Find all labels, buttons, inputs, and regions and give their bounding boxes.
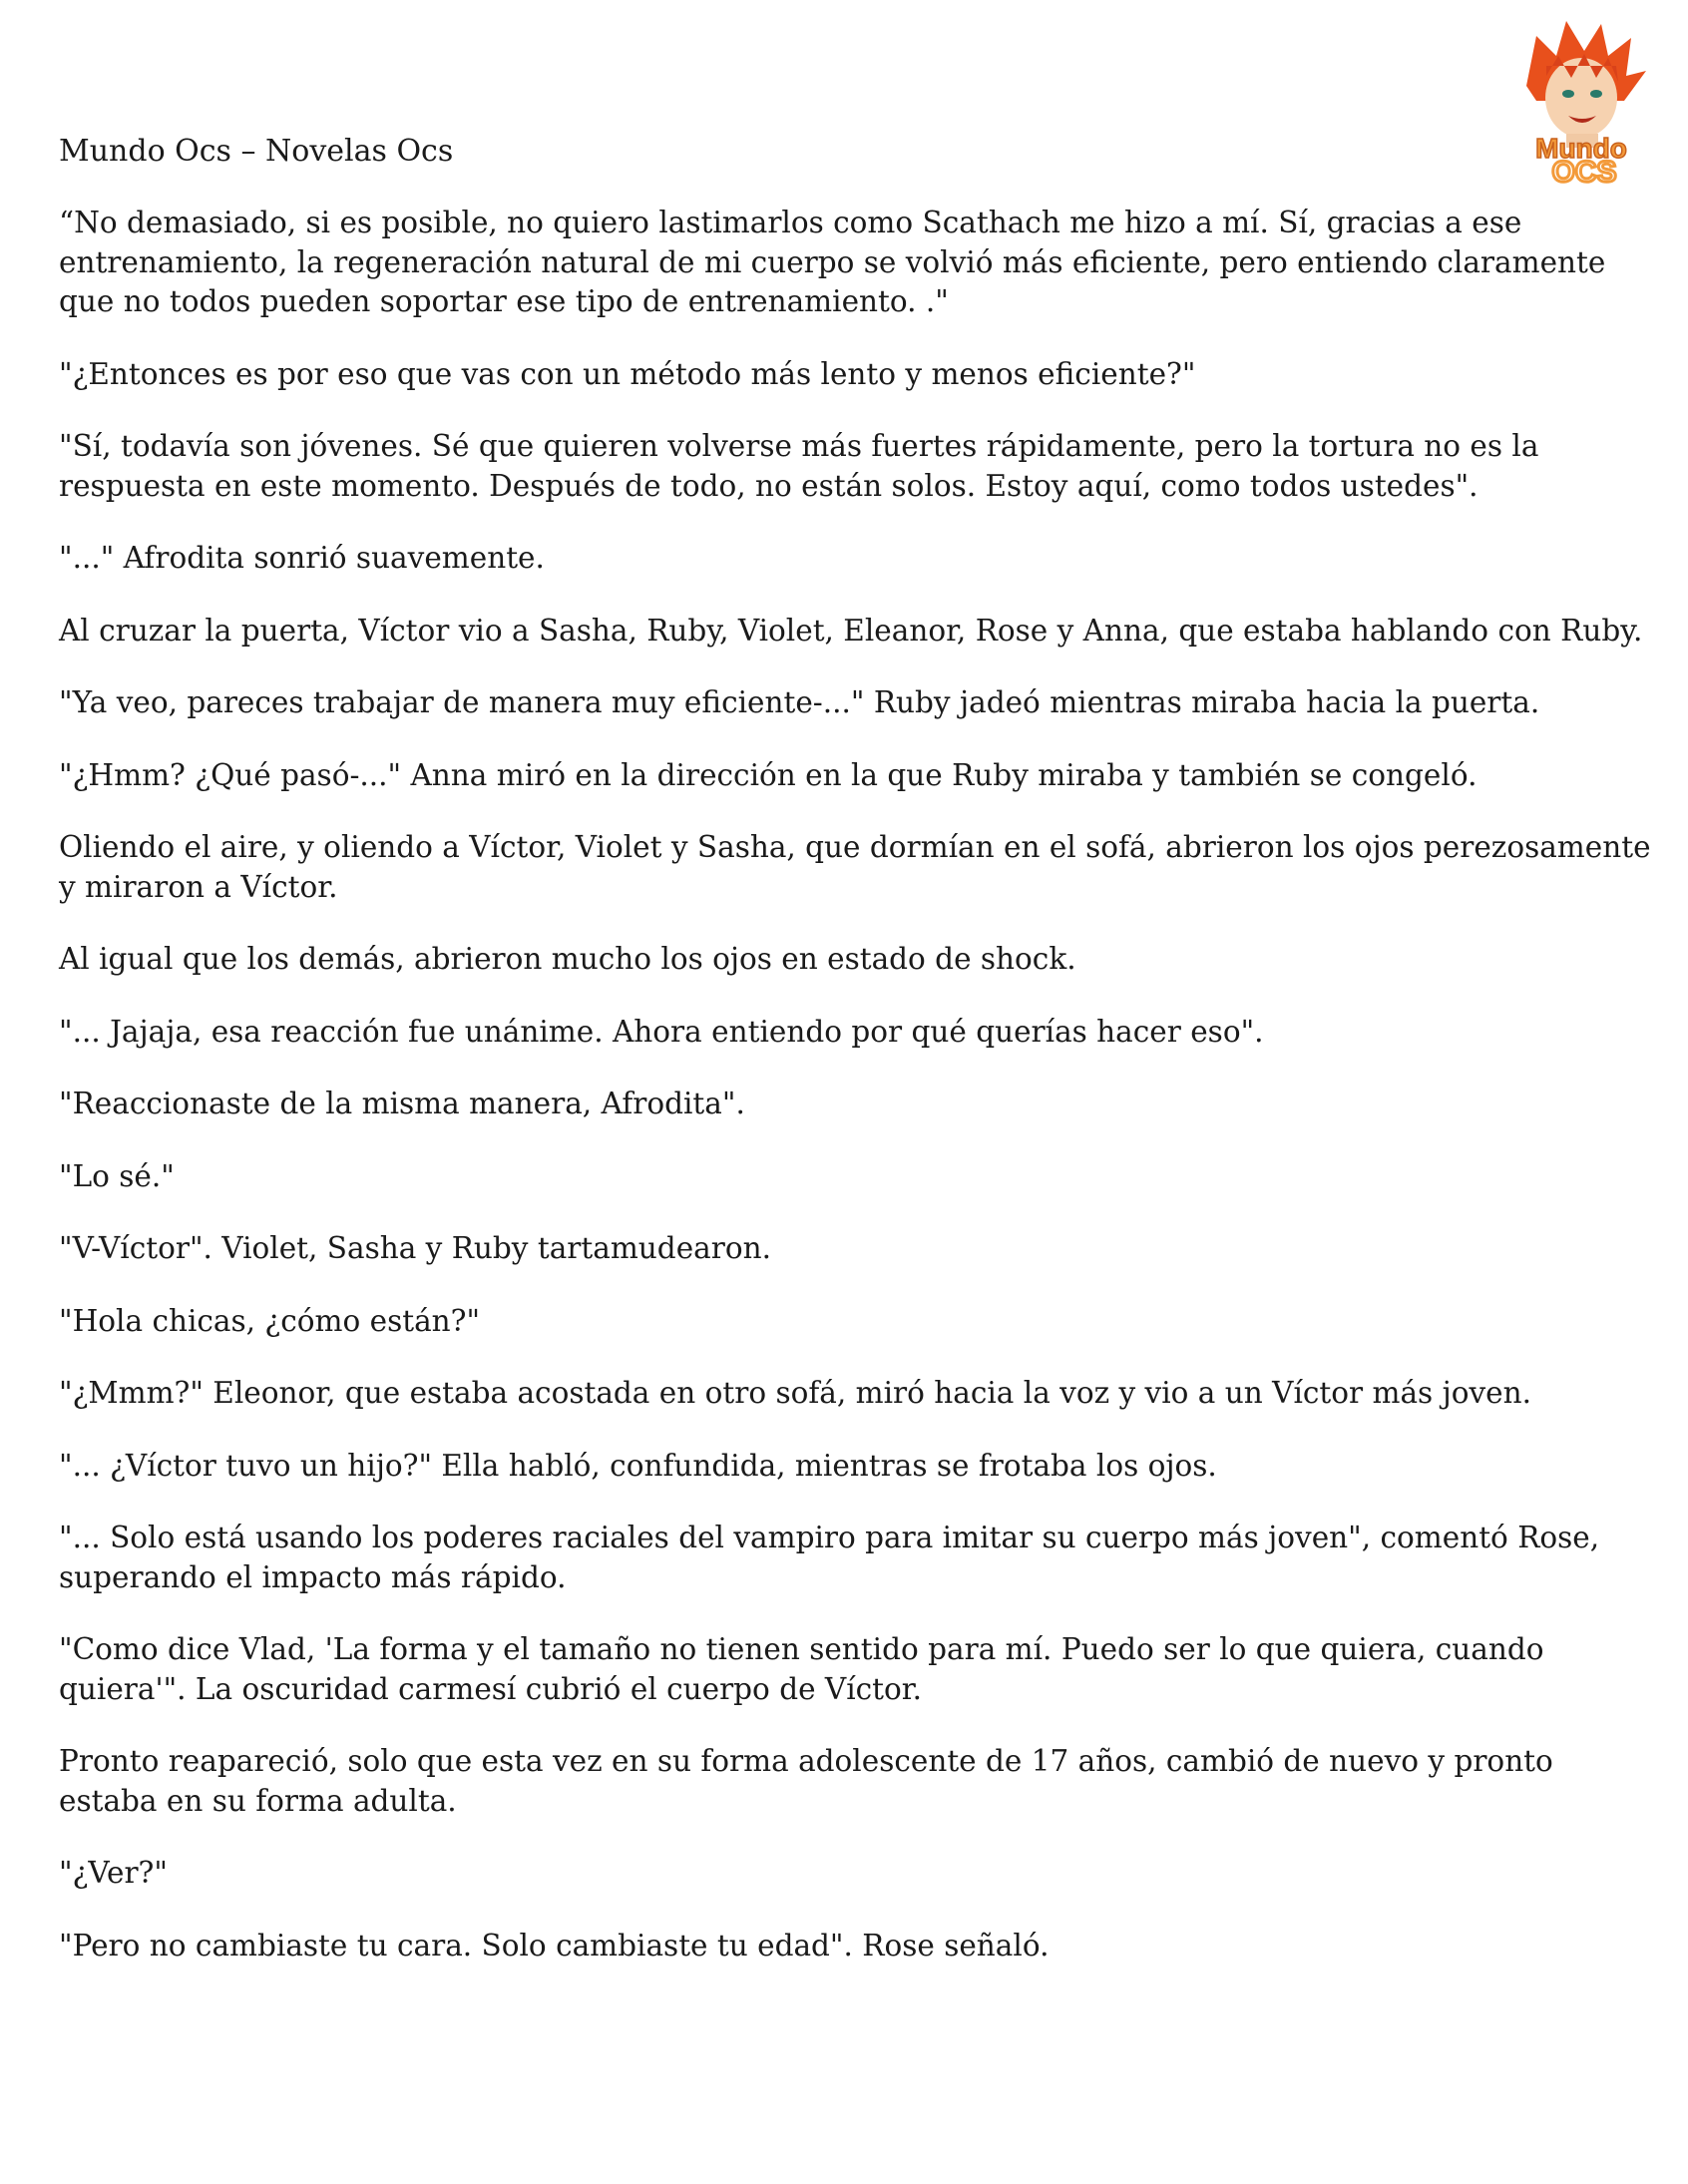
document-body <box>59 204 1655 1998</box>
paragraph: "Lo sé." <box>59 1158 175 1193</box>
paragraph: "..." Afrodita sonrió suavemente. <box>59 541 545 575</box>
mundo-ocs-logo <box>1496 16 1666 186</box>
paragraph: "¿Entonces es por eso que vas con un método más lento y menos eficiente?" <box>59 356 1196 391</box>
paragraph: "... Jajaja, esa reacción fue unánime. Ahora entiendo por qué querías hacer eso". <box>59 1014 1264 1049</box>
paragraph: "V-Víctor". Violet, Sasha y Ruby tartamudearon. <box>59 1231 771 1265</box>
paragraph: "Sí, todavía son jóvenes. Sé que quieren volverse más fuertes rápidamente, pero la tortura no es la respuesta en este momento. Después de todo, no están solos. Estoy aquí, como todos ustedes". <box>59 429 1539 503</box>
paragraph: "Como dice Vlad, 'La forma y el tamaño no tienen sentido para mí. Puedo ser lo que quiera, cuando quiera'". La oscuridad carmesí cubrió el cuerpo de Víctor. <box>59 1632 1544 1706</box>
page-header: Mundo Ocs – Novelas Ocs <box>59 134 454 169</box>
paragraph: "Ya veo, pareces trabajar de manera muy eficiente-..." Ruby jadeó mientras miraba hacia la puerta. <box>59 685 1540 719</box>
paragraph: "... ¿Víctor tuvo un hijo?" Ella habló, confundida, mientras se frotaba los ojos. <box>59 1448 1217 1483</box>
paragraph: "¿Ver?" <box>59 1856 168 1890</box>
paragraph: Al igual que los demás, abrieron mucho los ojos en estado de shock. <box>59 942 1076 976</box>
logo-text-line1: Mundo <box>1535 133 1627 164</box>
paragraph: Pronto reapareció, solo que esta vez en su forma adolescente de 17 años, cambió de nuevo y pronto estaba en su forma adulta. <box>59 1744 1553 1818</box>
paragraph: "¿Hmm? ¿Qué pasó-..." Anna miró en la dirección en la que Ruby miraba y también se congeló. <box>59 757 1477 792</box>
paragraph: "Reaccionaste de la misma manera, Afrodita". <box>59 1087 745 1120</box>
paragraph: Al cruzar la puerta, Víctor vio a Sasha, Ruby, Violet, Eleanor, Rose y Anna, que estaba hablando con Ruby. <box>59 613 1643 648</box>
paragraph: Oliendo el aire, y oliendo a Víctor, Violet y Sasha, que dormían en el sofá, abrieron los ojos perezosamente y miraron a Víctor. <box>59 830 1651 904</box>
paragraph: "¿Mmm?" Eleonor, que estaba acostada en otro sofá, miró hacia la voz y vio a un Víctor más joven. <box>59 1376 1531 1410</box>
logo-text-line2: OCS <box>1551 156 1617 186</box>
paragraph: "Hola chicas, ¿cómo están?" <box>59 1303 481 1338</box>
paragraph: "... Solo está usando los poderes raciales del vampiro para imitar su cuerpo más joven", comentó Rose, superando el impacto más rápido. <box>59 1521 1600 1594</box>
mundo-ocs-logo-icon <box>1496 16 1666 186</box>
paragraph: “No demasiado, si es posible, no quiero lastimarlos como Scathach me hizo a mí. Sí, gracias a ese entrenamiento, la regeneración natural de mi cuerpo se volvió más eficiente, pero entiendo claramente que no todos pueden soportar ese tipo de entrenamiento. ." <box>59 206 1606 318</box>
paragraph: "Pero no cambiaste tu cara. Solo cambiaste tu edad". Rose señaló. <box>59 1928 1050 1963</box>
